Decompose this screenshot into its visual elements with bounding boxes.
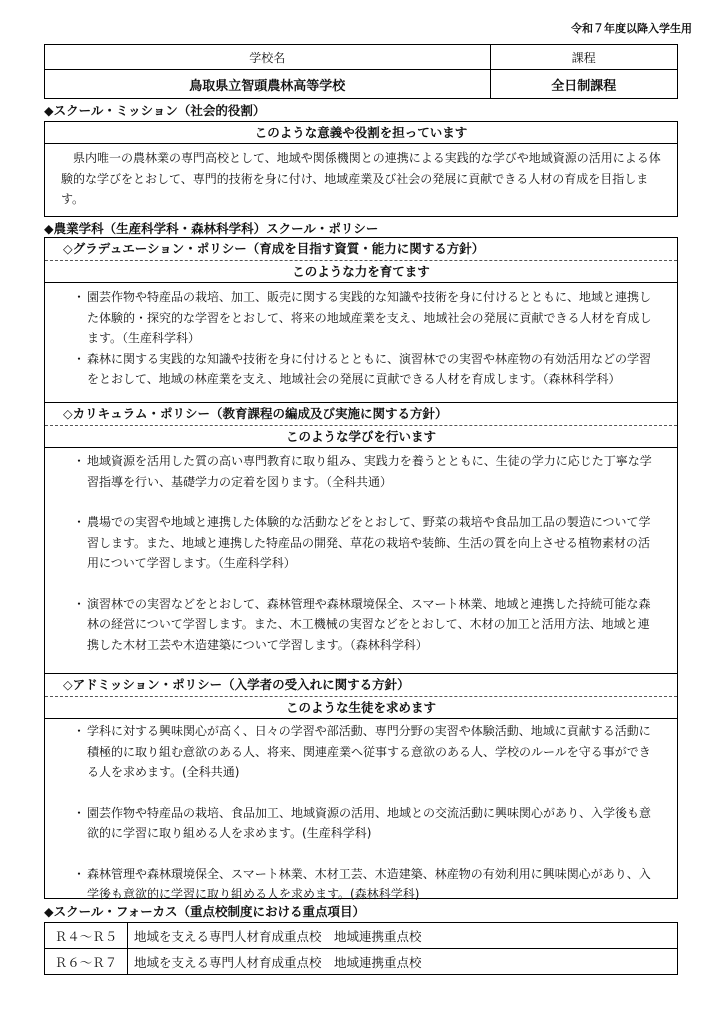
table-row	[45, 949, 678, 975]
admission-policy-title: ◇アドミッション・ポリシー（入学者の受入れに関する方針）	[45, 673, 677, 696]
list-item: ・ 農場での実習や地域と連携した体験的な活動などをとおして、野菜の栽培や食品加工品の製造について学習します。また、地域と連携した特産品の開発、草花の栽培や装飾、生活の質を向上させる植物素材の活用について学習します。（生産科学科）	[73, 515, 651, 570]
table-row	[45, 923, 678, 949]
school-name-label: 学校名	[45, 45, 491, 70]
focus-table	[44, 922, 678, 975]
list-item: ・ 園芸作物や特産品の栽培、食品加工、地域資源の活用、地域との交流活動に興味関心があり、入学後も意欲的に学習に取り組める人を求めます。(生産科学科)	[73, 805, 652, 840]
course-name: 全日制課程	[490, 70, 677, 99]
graduation-policy-list	[45, 283, 677, 402]
list-item: ・ 地域資源を活用した質の高い専門教育に取り組み、実践力を養うとともに、生徒の学力に応じた丁寧な学習指導を行い、基礎学力の定着を図ります。（全科共通）	[73, 454, 652, 489]
mission-title: ◆スクール・ミッション（社会的役割）	[44, 103, 266, 118]
focus-period: Ｒ６～Ｒ７	[45, 949, 128, 975]
list-item: ・ 学科に対する興味関心が高く、日々の学習や部活動、専門分野の実習や体験活動、地域に貢献する活動に積極的に取り組む意欲のある人、将来、関連産業へ従事する意欲のある人、学校のルールを守る事ができる人を求めます。(全科共通)	[73, 724, 651, 779]
enrollment-note: 令和７年度以降入学生用	[571, 22, 692, 35]
graduation-policy-subhead: このような力を育てます	[45, 260, 677, 283]
mission-subhead: このような意義や役割を担っています	[45, 122, 677, 144]
focus-content: 地域を支える専門人材育成重点校 地域連携重点校	[128, 923, 678, 949]
policy-box	[44, 237, 678, 899]
list-item: ・ 森林に関する実践的な知識や技術を身に付けるとともに、演習林での実習や林産物の有効活用などの学習をとおして、地域の林産業を支え、地域社会の発展に貢献できる人材を育成します。（森林科学科）	[73, 351, 652, 386]
course-label: 課程	[490, 45, 677, 70]
policy-section-title: ◆農業学科（生産科学科・森林科学科）スクール・ポリシー	[44, 221, 379, 236]
list-item: ・ 演習林での実習などをとおして、森林管理や森林環境保全、スマート林業、地域と連携した持続可能な森林の経営について学習します。また、木工機械の実習などをとおして、木材の加工と活用方法、地域と連携した木材工芸や木造建築について学習します。（森林科学科）	[73, 596, 651, 652]
curriculum-policy-list	[45, 448, 677, 673]
list-item: ・ 森林管理や森林環境保全、スマート林業、木材工芸、木造建築、林産物の有効利用に興味関心があり、入学後も意欲的に学習に取り組める人を求めます。(森林科学科)	[73, 866, 651, 901]
list-item: ・ 園芸作物や特産品の栽培、加工、販売に関する実践的な知識や技術を身に付けるとともに、地域と連携した体験的・探究的な学習をとおして、将来の地域産業を支え、地域社会の発展に貢献できる人材を育成します。（生産科学科）	[73, 290, 652, 345]
admission-policy-subhead: このような生徒を求めます	[45, 696, 677, 719]
focus-title: ◆スクール・フォーカス（重点校制度における重点項目）	[44, 904, 365, 919]
focus-period: Ｒ４～Ｒ５	[45, 923, 128, 949]
school-name: 鳥取県立智頭農林高等学校	[45, 70, 491, 99]
focus-content: 地域を支える専門人材育成重点校 地域連携重点校	[128, 949, 678, 975]
mission-box	[44, 121, 678, 217]
school-info-table	[44, 44, 678, 99]
mission-body: 県内唯一の農林業の専門高校として、地域や関係機関との連携による実践的な学びや地域資源の活用による体験的な学びをとおして、専門的技術を身に付け、地域産業及び社会の発展に貢献できる人材の育成を目指します。	[61, 151, 661, 206]
curriculum-policy-subhead: このような学びを行います	[45, 425, 677, 448]
admission-policy-list	[45, 719, 677, 905]
curriculum-policy-title: ◇カリキュラム・ポリシー（教育課程の編成及び実施に関する方針）	[45, 402, 677, 425]
graduation-policy-title: ◇グラデュエーション・ポリシー（育成を目指す資質・能力に関する方針）	[63, 241, 485, 256]
